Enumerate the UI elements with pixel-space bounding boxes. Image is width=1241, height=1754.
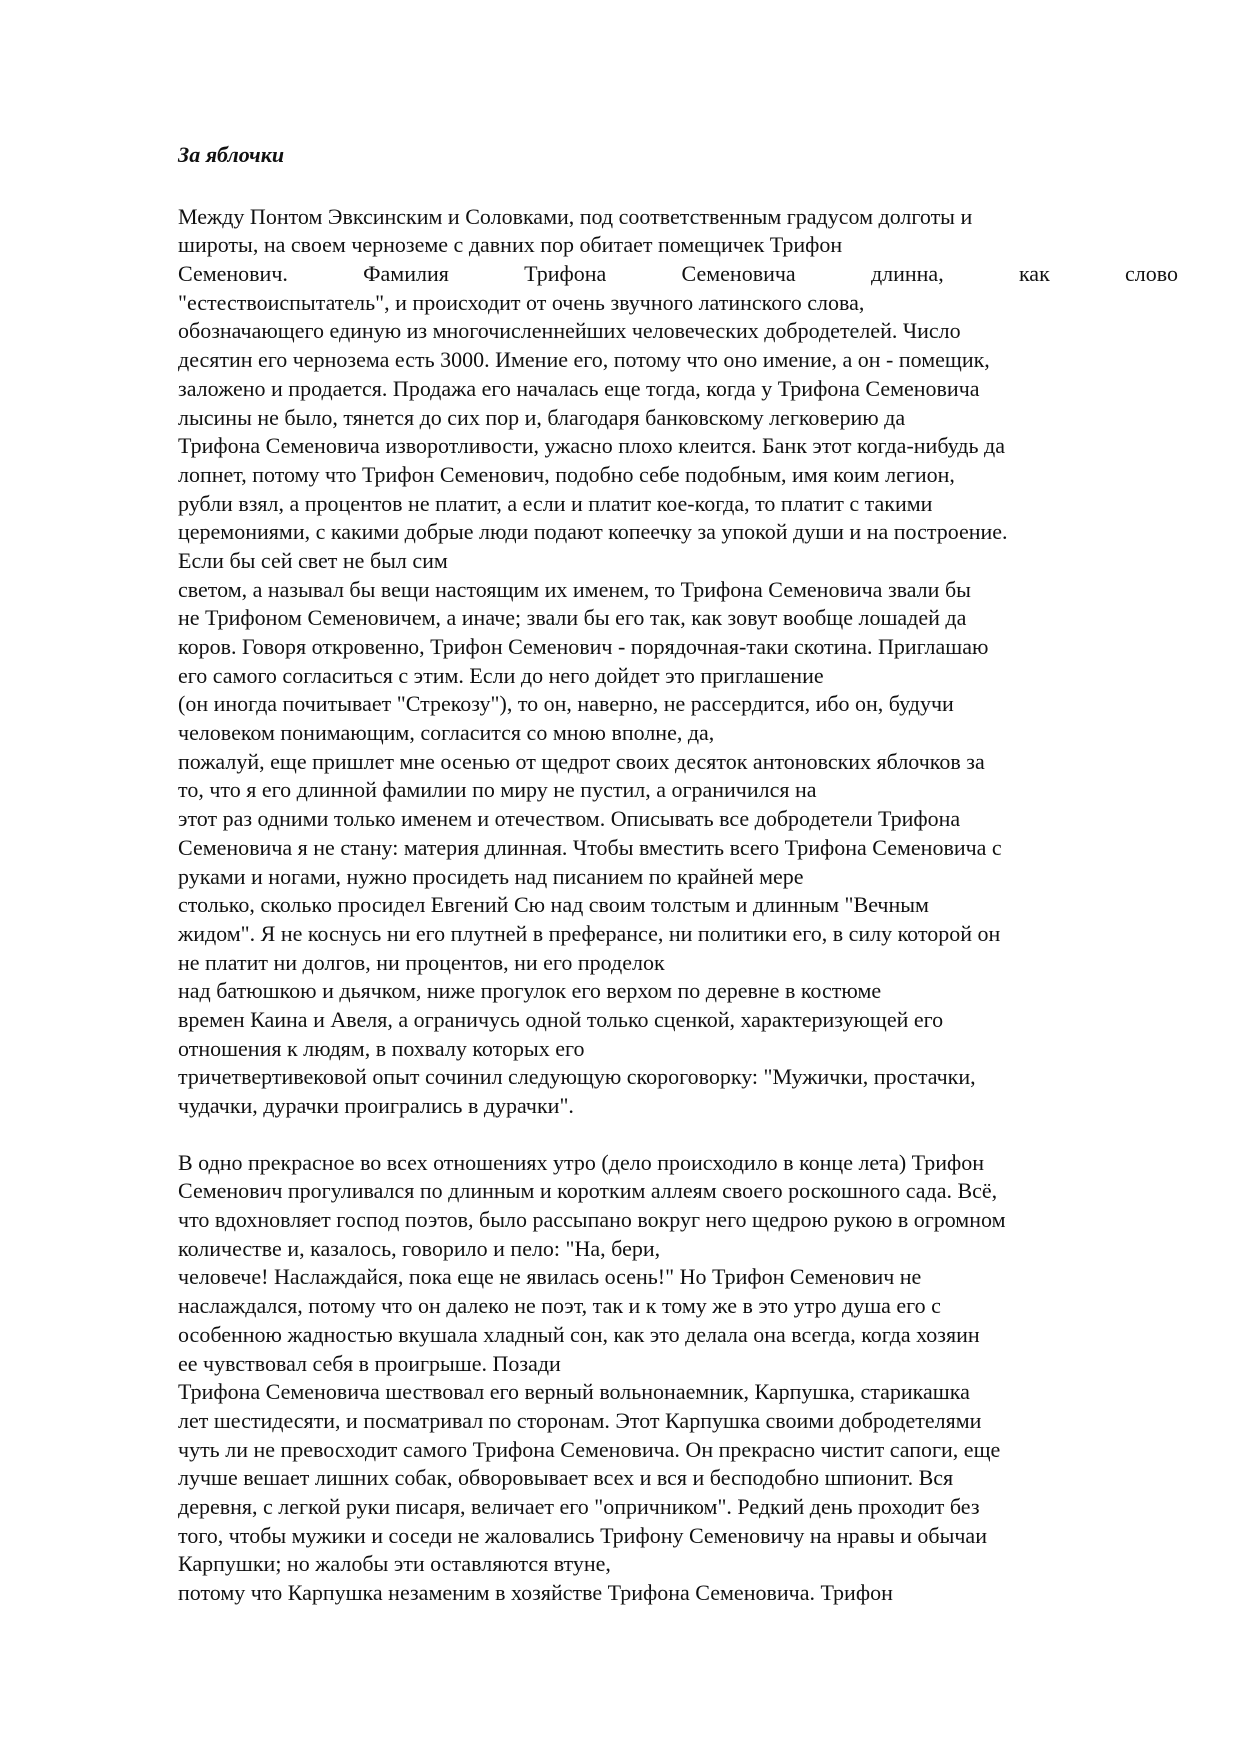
text-line: Трифона Семеновича изворотливости, ужасно плохо клеится. Банк этот когда-нибудь да bbox=[178, 433, 1005, 459]
text-line: человеком понимающим, согласится со мною вполне, да, bbox=[178, 720, 715, 746]
text-line: того, чтобы мужики и соседи не жаловались Трифону Семеновичу на нравы и обычаи bbox=[178, 1522, 987, 1548]
text-line: заложено и продается. Продажа его началась еще тогда, когда у Трифона Семеновича bbox=[178, 375, 980, 401]
text-line: количестве и, казалось, говорило и пело: "На, бери, bbox=[178, 1235, 661, 1261]
text-line: Между Понтом Эвксинским и Соловками, под соответственным градусом долготы и bbox=[178, 203, 973, 229]
text-line: светом, а называл бы вещи настоящим их именем, то Трифона Семеновича звали бы bbox=[178, 576, 971, 602]
text-line: коров. Говоря откровенно, Трифон Семенович - порядочная-таки скотина. Приглашаю bbox=[178, 634, 989, 660]
text-line: церемониями, с какими добрые люди подают копеечку за упокой души и на построение. bbox=[178, 519, 1008, 545]
text-line: Если бы сей свет не был сим bbox=[178, 547, 448, 573]
text-line: потому что Карпушка незаменим в хозяйстве Трифона Семеновича. Трифон bbox=[178, 1580, 893, 1606]
text-line: что вдохновляет господ поэтов, было рассыпано вокруг него щедрою рукою в огромном bbox=[178, 1207, 1006, 1233]
text-line: "естествоиспытатель", и происходит от очень звучного латинского слова, bbox=[178, 289, 865, 315]
document-title: За яблочки bbox=[178, 142, 285, 167]
text-line: наслаждался, потому что он далеко не поэт, так и к тому же в это утро душа его с bbox=[178, 1293, 941, 1319]
text-line: лысины не было, тянется до сих пор и, благодаря банковскому легковерию да bbox=[178, 404, 906, 430]
text-line: деревня, с легкой руки писаря, величает его "опричником". Редкий день проходит без bbox=[178, 1493, 980, 1519]
text-line: чудачки, дурачки проигрались в дурачки". bbox=[178, 1093, 574, 1119]
text-line: ее чувствовал себя в проигрыше. Позади bbox=[178, 1350, 561, 1376]
document-body bbox=[178, 141, 1178, 1608]
text-line: лопнет, потому что Трифон Семенович, подобно себе подобным, имя коим легион, bbox=[178, 461, 955, 487]
text-line: В одно прекрасное во всех отношениях утро (дело происходило в конце лета) Трифон bbox=[178, 1149, 985, 1175]
text-line: столько, сколько просидел Евгений Сю над своим толстым и длинным "Вечным bbox=[178, 892, 929, 918]
text-line: над батюшкою и дьячком, ниже прогулок его верхом по деревне в костюме bbox=[178, 978, 882, 1004]
text-line: его самого согласиться с этим. Если до него дойдет это приглашение bbox=[178, 662, 824, 688]
paragraph bbox=[178, 203, 1178, 1121]
text-line: рубли взял, а процентов не платит, а если и платит кое-когда, то платит с такими bbox=[178, 490, 933, 516]
text-line: (он иногда почитывает "Стрекозу"), то он, наверно, не рассердится, ибо он, будучи bbox=[178, 691, 954, 717]
text-line: Карпушки; но жалобы эти оставляются втуне, bbox=[178, 1551, 611, 1577]
text-line: тричетвертивековой опыт сочинил следующую скороговорку: "Мужички, простачки, bbox=[178, 1064, 976, 1090]
text-line: лучше вешает лишних собак, обворовывает всех и вся и бесподобно шпионит. Вся bbox=[178, 1465, 954, 1491]
paragraph-container bbox=[178, 203, 1178, 1608]
text-line: то, что я его длинной фамилии по миру не пустил, а ограничился на bbox=[178, 777, 817, 803]
text-line: Семеновича я не стану: материя длинная. Чтобы вместить всего Трифона Семеновича с bbox=[178, 834, 1002, 860]
text-line: времен Каина и Авеля, а ограничусь одной только сценкой, характеризующей его bbox=[178, 1006, 944, 1032]
text-line: чуть ли не превосходит самого Трифона Семеновича. Он прекрасно чистит сапоги, еще bbox=[178, 1436, 1001, 1462]
text-line: Трифона Семеновича шествовал его верный вольнонаемник, Карпушка, старикашка bbox=[178, 1379, 970, 1405]
text-line: десятин его чернозема есть 3000. Имение его, потому что оно имение, а он - помещик, bbox=[178, 347, 990, 373]
text-line: человече! Наслаждайся, пока еще не явилась осень!" Но Трифон Семенович не bbox=[178, 1264, 922, 1290]
text-line: особенною жадностью вкушала хладный сон, как это делала она всегда, когда хозяин bbox=[178, 1321, 980, 1347]
text-line: не платит ни долгов, ни процентов, ни его проделок bbox=[178, 949, 665, 975]
text-line: не Трифоном Семеновичем, а иначе; звали бы его так, как зовут вообще лошадей да bbox=[178, 605, 967, 631]
paragraph bbox=[178, 1149, 1178, 1608]
text-line: лет шестидесяти, и посматривал по сторонам. Этот Карпушка своими добродетелями bbox=[178, 1407, 982, 1433]
text-line: руками и ногами, нужно просидеть над писанием по крайней мере bbox=[178, 863, 804, 889]
text-line: отношения к людям, в похвалу которых его bbox=[178, 1035, 585, 1061]
text-line: пожалуй, еще пришлет мне осенью от щедрот своих десяток антоновских яблочков за bbox=[178, 748, 985, 774]
text-line: обозначающего единую из многочисленнейших человеческих добродетелей. Число bbox=[178, 318, 961, 344]
text-line: Семенович прогуливался по длинным и коротким аллеям своего роскошного сада. Всё, bbox=[178, 1178, 998, 1204]
text-line: широты, на своем черноземе с давних пор обитает помещичек Трифон bbox=[178, 232, 843, 258]
text-line: жидом". Я не коснусь ни его плутней в преферансе, ни политики его, в силу которой он bbox=[178, 920, 1001, 946]
text-line: Семенович. Фамилия Трифона Семеновича длинна, как слово bbox=[178, 261, 1178, 287]
text-line: этот раз одними только именем и отечеством. Описывать все добродетели Трифона bbox=[178, 806, 961, 832]
